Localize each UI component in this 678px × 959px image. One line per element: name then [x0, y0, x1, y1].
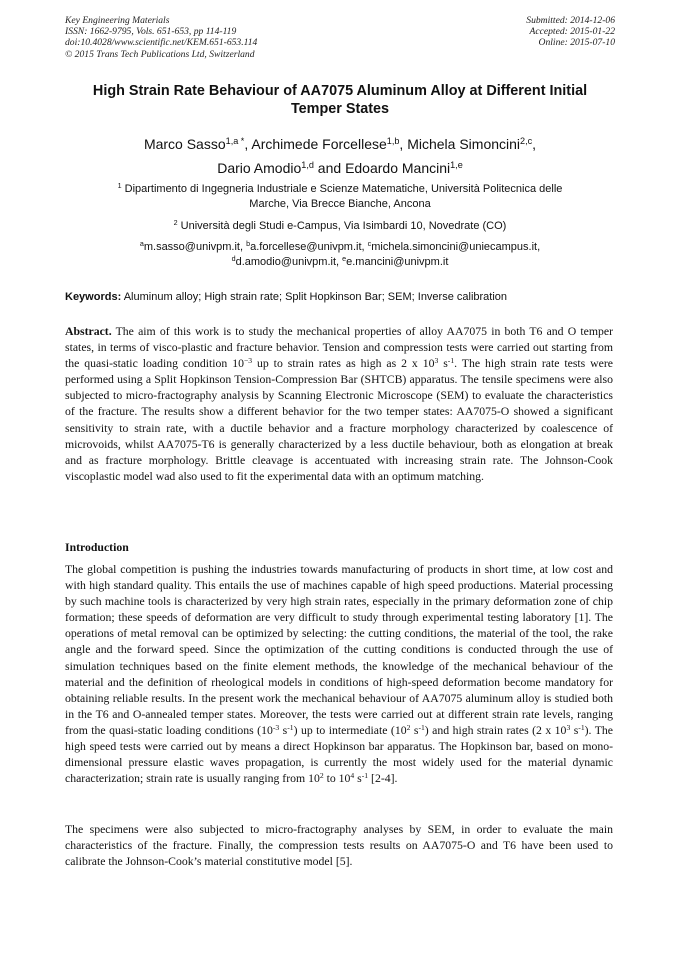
- exponent: −3: [243, 356, 253, 365]
- title-line-2: Temper States: [290, 101, 390, 117]
- abstract-label: Abstract.: [65, 325, 112, 338]
- keywords: [65, 290, 620, 304]
- exponent: -1: [361, 771, 369, 781]
- email-address[interactable]: e.mancini@univpm.it: [346, 256, 449, 268]
- email-mark: a: [139, 240, 144, 249]
- exponent: 2: [319, 771, 324, 781]
- journal-copyright: © 2015 Trans Tech Publications Ltd, Switzerland: [65, 48, 255, 60]
- intro-text: ) up to intermediate (10: [293, 723, 407, 737]
- email-address[interactable]: d.amodio@univpm.it: [235, 256, 337, 268]
- author-name: Archimede Forcellese: [251, 136, 387, 152]
- exponent: -1: [447, 356, 455, 365]
- submitted-date: Submitted: 2014-12-06: [526, 15, 615, 26]
- keywords-text: Aluminum alloy; High strain rate; Split Hopkinson Bar; SEM; Inverse calibration: [121, 291, 508, 303]
- author-name: Edoardo Mancini: [345, 160, 451, 176]
- email-separator: ,: [361, 241, 368, 253]
- email-separator: ,: [336, 256, 343, 268]
- introduction-paragraph-1: [65, 562, 613, 787]
- introduction-paragraph-2: The specimens were also subjected to micro-fractography analyses by SEM, in order to evaluate the main characteristics of the fracture. Finally, the compression tests results on AA7075-O and T6 have been used to calibrate the Johnson-Cook’s material constitutive model [5].: [65, 823, 613, 869]
- journal-issn: ISSN: 1662-9795, Vols. 651-653, pp 114-119: [65, 26, 237, 38]
- affiliation-1-line-1: [60, 182, 620, 197]
- intro-text: s: [570, 723, 579, 737]
- abstract: [65, 324, 613, 485]
- email-separator: ,: [537, 241, 541, 253]
- author-affiliation-mark: 1,e: [450, 160, 463, 170]
- introduction-heading: Introduction: [65, 541, 129, 554]
- author-emails: [60, 240, 620, 270]
- affiliation-1-line-2: Marche, Via Brecce Bianche, Ancona: [249, 198, 431, 210]
- email-line-1: [60, 240, 620, 255]
- accepted-date: Accepted: 2015-01-22: [529, 26, 615, 38]
- author-list: [40, 132, 640, 180]
- exponent: 4: [350, 771, 355, 781]
- exponent: 2: [406, 722, 411, 732]
- email-address[interactable]: michela.simoncini@uniecampus.it: [371, 241, 538, 253]
- author-separator: ,: [244, 136, 252, 152]
- affiliation-mark: 2: [173, 219, 178, 228]
- paper-title: [60, 82, 620, 118]
- affiliation-mark: 1: [117, 182, 122, 191]
- author-separator: and: [313, 160, 346, 176]
- keywords-label: Keywords:: [65, 291, 122, 303]
- author-affiliation-mark: 1,d: [301, 160, 314, 170]
- intro-text: ). The high speed tests were carried out by means a direct Hopkinson bar apparatus. The Hopkinson bar, based on mono-dimensional pressure elastic waves propagation, is currently the most widely used for the material dynamic characterization; strain rate is usually ranging from 10: [65, 723, 613, 786]
- author-line-1: [40, 132, 640, 156]
- author-affiliation-mark: 2,c: [520, 136, 533, 146]
- author-name: Marco Sasso: [143, 136, 226, 152]
- author-affiliation-mark: 1,b: [386, 136, 400, 146]
- journal-doi: doi:10.4028/www.scientific.net/KEM.651-653.114: [65, 37, 258, 49]
- email-mark: d: [231, 255, 236, 264]
- abstract-text: s: [438, 357, 448, 371]
- exponent: -3: [272, 722, 280, 732]
- intro-text: s: [410, 723, 419, 737]
- author-affiliation-mark: 1,a *: [225, 136, 245, 146]
- email-mark: b: [246, 240, 251, 249]
- intro-text: s: [354, 772, 362, 786]
- intro-text: ) and high strain rates (2 x 10: [424, 723, 567, 737]
- journal-name: Key Engineering Materials: [65, 15, 170, 26]
- journal-header-left: [65, 15, 257, 60]
- affiliation-2: [60, 219, 620, 234]
- email-separator: ,: [239, 241, 247, 253]
- exponent: -1: [287, 722, 294, 732]
- email-mark: e: [342, 255, 347, 264]
- intro-text: to 10: [323, 772, 351, 786]
- email-mark: c: [367, 240, 372, 249]
- author-separator: ,: [532, 136, 537, 152]
- email-address[interactable]: a.forcellese@univpm.it: [250, 241, 362, 253]
- exponent: -1: [418, 722, 425, 732]
- intro-text: The global competition is pushing the industries towards manufacturing of products in short time, at low cost and with high standard quality. This entails the use of machines capable of high speed productions. Material processing by such machine tools is characterized by very high strain rates, especially in the primary deformation zone of chip formation; these speeds of deformation are very difficult to study through experimental testing laboratory [1]. The operations of metal removal can be optimized by selecting: the cutting conditions, the material of the tool, the rake angle and the forward speed. Since the optimization of the cutting conditions is conducted through the use of simulation techniques based on the finite element methods, the knowledge of the mechanical behaviour of the material and the definition of rheological models in conditions of high-speed deformation become mandatory for obtaining reliable results. In the present work the mechanical behaviour of AA7075 aluminum alloy is studied both in the T6 and O-annealed temper states. Moreover, the tests were carried out at different strain rate levels, ranging from the quasi-static loading conditions (10: [65, 563, 613, 737]
- title-line-1: High Strain Rate Behaviour of AA7075 Aluminum Alloy at Different Initial: [92, 83, 588, 99]
- intro-text: [2-4].: [368, 772, 398, 786]
- author-name: Dario Amodio: [217, 160, 302, 176]
- abstract-text: . The high strain rate tests were performed using a Split Hopkinson Tension-Compression Bar (SHTCB) apparatus. The tensile specimens were also subjected to micro-fractography analysis by Scanning Electronic Microscope (SEM) to evaluate the characteristics of the fracture. The results show a different behavior for the two temper states: AA7075-O showed a significant sensitivity to strain rate, with a ductile behavior and a fracture morphology characterized by coalescence of microvoids, whilst AA7075-T6 is generally characterized by a less ductile behaviour, both as elongation at break and as fracture morphology. Brittle cleavage is accentuated with increasing strain rate. The Johnson-Cook viscoplastic model wad also used to fit the experimental data with an optimum matching.: [65, 357, 613, 483]
- author-name: Michela Simoncini: [407, 136, 521, 152]
- abstract-text: up to strain rates as high as 2 x 10: [252, 357, 435, 371]
- affiliation-1: [60, 182, 620, 212]
- author-separator: ,: [399, 136, 408, 152]
- author-line-2: [40, 156, 640, 180]
- abstract-text: The aim of this work is to study the mechanical properties of alloy AA7075 in both T6 and O temper states, in terms of visco-plastic and fracture behavior. Tension and compression tests were carried out starting from the quasi-static loading condition 10: [65, 325, 613, 371]
- email-address[interactable]: m.sasso@univpm.it: [143, 241, 240, 253]
- online-date: Online: 2015-07-10: [538, 37, 615, 49]
- journal-header-right: [526, 15, 615, 49]
- intro-text: s: [279, 723, 288, 737]
- affiliation-2-line: [60, 219, 620, 234]
- exponent: 3: [566, 722, 571, 732]
- affiliation-1-text: Dipartimento di Ingegneria Industriale e Scienze Matematiche, Università Politecnica delle: [121, 183, 563, 195]
- affiliation-2-text: Università degli Studi e-Campus, Via Isimbardi 10, Novedrate (CO): [177, 220, 507, 232]
- exponent: 3: [434, 356, 439, 365]
- exponent: -1: [578, 722, 585, 732]
- email-line-2: [60, 255, 620, 270]
